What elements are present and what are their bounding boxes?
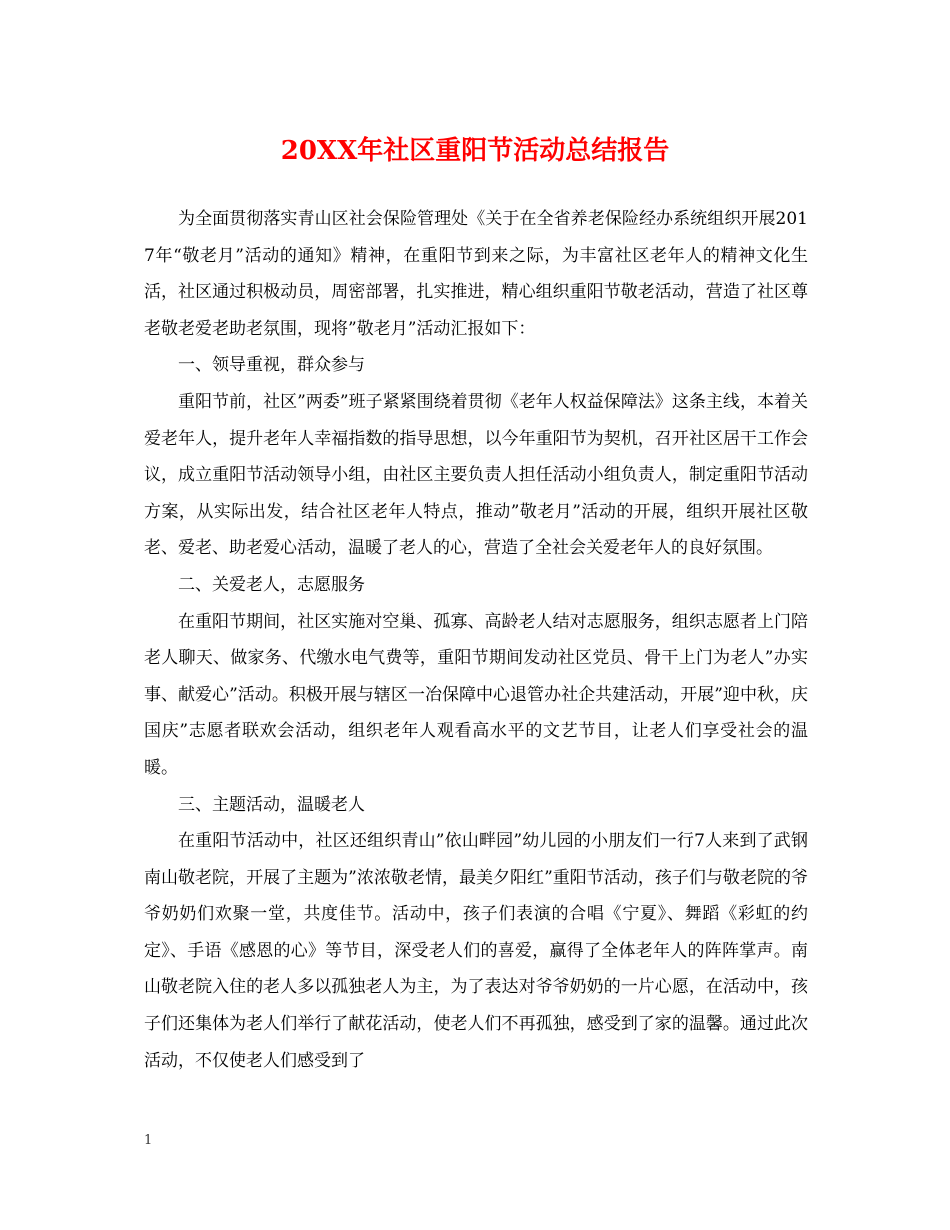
section-paragraph-1: 重阳节前，社区”两委”班子紧紧围绕着贯彻《老年人权益保障法》这条主线，本着关爱老年人，提升老年人幸福指数的指导思想，以今年重阳节为契机，召开社区居干工作会议，成立重阳节活动领导小组，由社区主要负责人担任活动小组负责人，制定重阳节活动方案，从实际出发，结合社区老年人特点，推动”敬老月”活动的开展，组织开展社区敬老、爱老、助老爱心活动，温暖了老人的心，营造了全社会关爱老年人的良好氛围。: [144, 391, 808, 559]
section-paragraph-2: 在重阳节期间，社区实施对空巢、孤寡、高龄老人结对志愿服务，组织志愿者上门陪老人聊天、做家务、代缴水电气费等，重阳节期间发动社区党员、骨干上门为老人”办实事、献爱心”活动。积极开展与辖区一冶保障中心退管办社企共建活动，开展”迎中秋，庆国庆”志愿者联欢会活动，组织老年人观看高水平的文艺节目，让老人们享受社会的温暖。: [144, 611, 808, 778]
section-heading-3: 三、主题活动，温暖老人: [178, 794, 365, 815]
section-heading-1: 一、领导重视，群众参与: [178, 355, 365, 376]
section-paragraph-3: 在重阳节活动中，社区还组织青山”依山畔园”幼儿园的小朋友们一行7人来到了武钢南山敬老院，开展了主题为”浓浓敬老情，最美夕阳红”重阳节活动，孩子们与敬老院的爷爷奶奶们欢聚一堂，共度佳节。活动中，孩子们表演的合唱《宁夏》、舞蹈《彩虹的约定》、手语《感恩的心》等节目，深受老人们的喜爱，赢得了全体老年人的阵阵掌声。南山敬老院入住的老人多以孤独老人为主，为了表达对爷爷奶奶的一片心愿，在活动中，孩子们还集体为老人们举行了献花活动，使老人们不再孤独，感受到了家的温馨。通过此次活动，不仅使老人们感受到了: [144, 831, 808, 1071]
document-title: 20XX年社区重阳节活动总结报告: [280, 136, 670, 166]
document-body: [144, 201, 808, 1079]
page-number: 1: [144, 1133, 153, 1148]
intro-paragraph: 为全面贯彻落实青山区社会保险管理处《关于在全省养老保险经办系统组织开展2017年“敬老月”活动的通知》精神，在重阳节到来之际，为丰富社区老年人的精神文化生活，社区通过积极动员，周密部署，扎实推进，精心组织重阳节敬老活动，营造了社区尊老敬老爱老助老氛围，现将”敬老月”活动汇报如下：: [144, 209, 808, 339]
section-heading-2: 二、关爱老人，志愿服务: [178, 574, 365, 595]
